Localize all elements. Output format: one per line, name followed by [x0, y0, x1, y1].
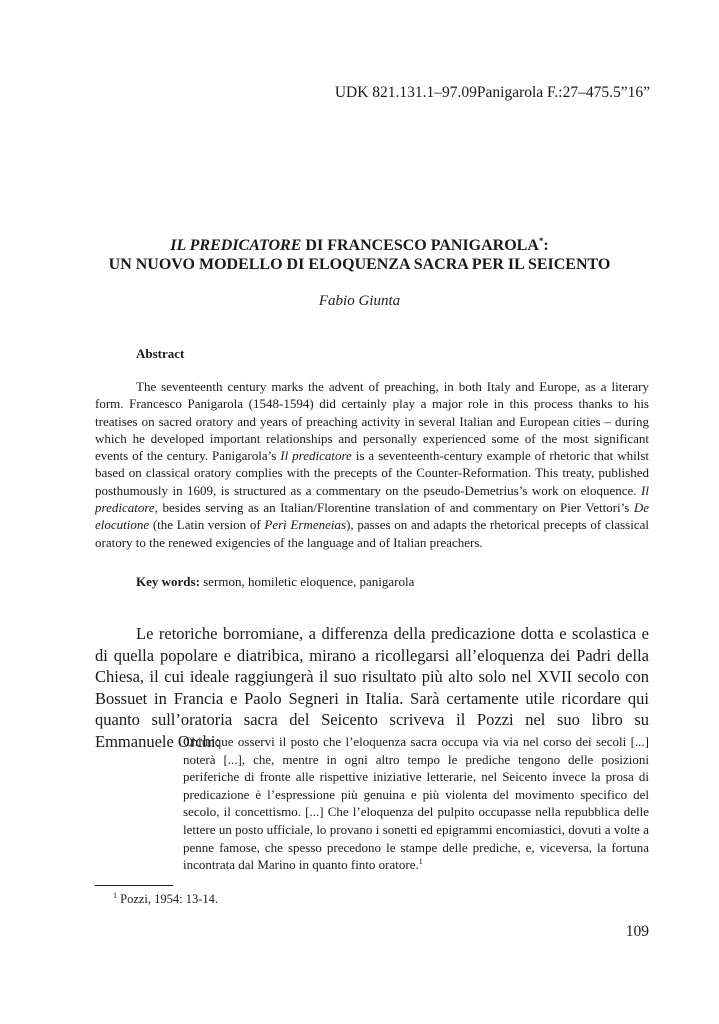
abstract-text-3: , besides serving as an Italian/Florentine translation of and commentary on Pier Vettori’s — [154, 500, 634, 516]
abstract-italic-1: Il predicatore — [280, 448, 352, 464]
title-colon: : — [543, 237, 549, 254]
title-rest: DI FRANCESCO PANIGAROLA — [301, 237, 539, 254]
quote-paragraph — [183, 733, 649, 874]
abstract-text-5: ), passes on and adapts the rhetorical precepts of classical oratory to the renewed exigencies of the language and of Italian preachers. — [95, 517, 649, 550]
abstract-italic-4: Perì Ermeneias — [264, 517, 347, 533]
article-title — [70, 236, 649, 274]
quote-text: Chiunque osservi il posto che l’eloquenza sacra occupa via via nel corso dei secoli [...] noterà [...], che, mentre in ogni altro tempo le prediche tengono delle posizioni periferiche di fronte alle rispettive iniziative letterarie, nel Seicento invece la prosa di predicazione è l’espressione più genuina e più violenta del movimento specifico del secolo, il concettismo. [...] Che l’eloquenza del pulpito occupasse nella repubblica delle lettere un posto ufficiale, lo provano i sonetti ed epigrammi encomiastici, dovuti a volte a penne famose, che spesso precedono le stampe delle prediche, e, viceversa, la fortuna incontrata dal Marino in quanto finto oratore. — [183, 734, 649, 873]
title-italic-work: IL PREDICATORE — [170, 237, 302, 254]
abstract-text-2: is a seventeenth-century example of rhetoric that whilst based on classical oratory complies with the precepts of the Counter-Reformation. This treaty, published posthumously in 1609, is structured as a commentary on the pseudo-Demetrius’s work on eloquence. — [95, 448, 649, 498]
author-name: Fabio Giunta — [318, 293, 401, 309]
footnote-reference[interactable]: 1 — [418, 857, 423, 867]
title-line-2: UN NUOVO MODELLO DI ELOQUENZA SACRA PER IL SEICENTO — [108, 256, 611, 273]
keywords-text: sermon, homiletic eloquence, panigarola — [199, 574, 415, 589]
abstract-text-1: The seventeenth century marks the advent of preaching, in both Italy and Europe, as a literary form. Francesco Panigarola (1548-1594) did certainly play a major role in this process thanks to his treatises on sacred oratory and years of preaching activity in several Italian and European cities – during which he developed important relationships and personally experienced some of the most significant events of the century. Panigarola’s — [95, 379, 649, 464]
keywords — [136, 574, 649, 590]
block-quote — [183, 733, 649, 874]
page-number: 109 — [625, 923, 649, 940]
udk-classification: UDK 821.131.1–97.09Panigarola F.:27–475.5”16” — [334, 84, 650, 101]
body-paragraph: Le retoriche borromiane, a differenza della predicazione dotta e scolastica e di quella popolare e diatribica, mirano a ricollegarsi all’eloquenza dei Padri della Chiesa, il cui ideale raggiungerà il suo risultato più alto solo nel XVII secolo con Bossuet in Francia e Paolo Segneri in Italia. Sarà certamente utile ricordare qui quanto sull’oratoria sacra del Seicento scriveva il Pozzi nel suo libro su Emmanuele Orchi: — [95, 624, 649, 751]
keywords-label: Key words: — [136, 574, 200, 589]
abstract-text-4: (the Latin version of — [149, 517, 265, 533]
title-line-1 — [70, 236, 649, 255]
footnote-text: Pozzi, 1954: 13-14. — [117, 892, 219, 906]
title-asterisk-note: * — [538, 236, 544, 246]
abstract-heading: Abstract — [136, 346, 185, 361]
abstract-italic-2: Il predicatore — [95, 482, 649, 516]
footnote — [113, 892, 218, 907]
footnote-separator — [95, 885, 173, 886]
footnote-number: 1 — [113, 891, 117, 900]
abstract-italic-3: De elocutione — [95, 500, 649, 533]
abstract-body — [95, 378, 649, 551]
abstract-paragraph — [95, 378, 649, 551]
